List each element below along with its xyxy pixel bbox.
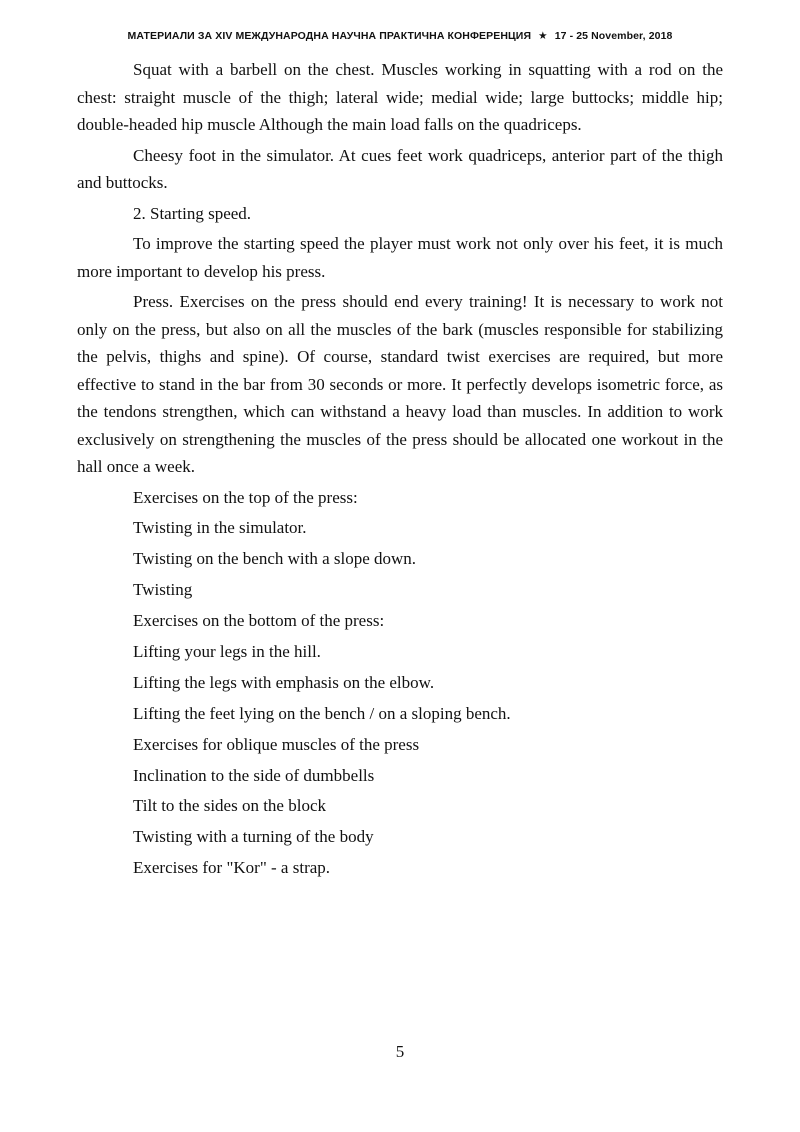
list-item: Exercises on the bottom of the press: (133, 611, 385, 631)
list-item: Lifting your legs in the hill. (133, 641, 321, 661)
list-item: Lifting the feet lying on the bench / on a sloping bench. (133, 703, 511, 723)
exercise-list (77, 484, 723, 882)
list-item: Exercises for "Kor" - a strap. (133, 858, 331, 878)
paragraph-squat: Squat with a barbell on the chest. Muscles working in squatting with a rod on the chest: straight muscle of the thigh; lateral wide; medial wide; large buttocks; middle hip; double-headed hip muscle Although the main load falls on the quadriceps. (77, 60, 723, 134)
paragraph-starting-speed: To improve the starting speed the player must work not only over his feet, it is much more important to develop his press. (77, 234, 723, 281)
list-item: Twisting on the bench with a slope down. (133, 549, 417, 569)
list-item: Exercises on the top of the press: (133, 487, 358, 507)
paragraph-cheesy-foot: Cheesy foot in the simulator. At cues feet work quadriceps, anterior part of the thigh and buttocks. (77, 145, 723, 192)
list-item: Twisting with a turning of the body (133, 827, 374, 847)
list-item: Twisting in the simulator. (133, 518, 307, 538)
page-number: 5 (395, 1042, 405, 1061)
list-item: Exercises for oblique muscles of the press (133, 734, 420, 754)
list-item: Tilt to the sides on the block (133, 796, 326, 816)
paragraph-starting-speed-heading: 2. Starting speed. (133, 203, 252, 223)
list-item: Twisting (133, 580, 193, 600)
body-text (77, 56, 723, 885)
list-item: Lifting the legs with emphasis on the elbow. (133, 672, 435, 692)
running-header (0, 30, 800, 42)
header-title: МАТЕРИАЛИ ЗА XIV МЕЖДУНАРОДНА НАУЧНА ПРАКТИЧНА КОНФЕРЕНЦИЯ (127, 30, 532, 42)
header-dates: 17 - 25 November, 2018 (554, 30, 673, 42)
star-icon: ★ (538, 30, 548, 42)
list-item: Inclination to the side of dumbbells (133, 765, 375, 785)
paragraph-press: Press. Exercises on the press should end every training! It is necessary to work not only on the press, but also on all the muscles of the bark (muscles responsible for stabilizing the pelvis, thighs and spine). Of course, standard twist exercises are required, but more effective to stand in the bar from 30 seconds or more. It perfectly develops isometric force, as the tendons strengthen, which can withstand a heavy load than muscles. In addition to work exclusively on strengthening the muscles of the press should be allocated one workout in the hall once a week. (77, 292, 723, 476)
